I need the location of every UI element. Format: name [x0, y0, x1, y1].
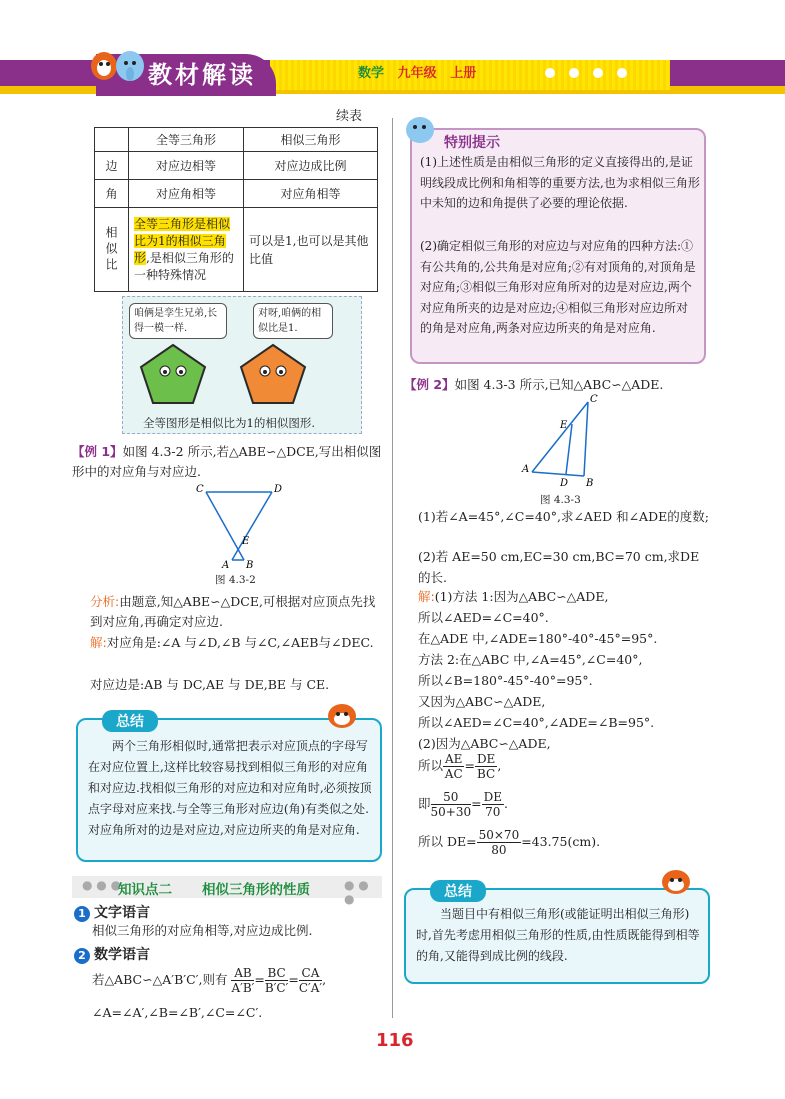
table-header-congruent: 全等三角形 — [129, 128, 244, 152]
math-language-formula: 若△ABC∽△A′B′C′,则有 $\frac{AB}{A'B'}$ = $\frac{BC}{B'C'}$ = $\frac{CA}{C'A'}$ , — [92, 966, 327, 995]
twin-pentagons-icon — [133, 341, 353, 413]
example1-question: 【例 1】如图 4.3-2 所示,若△ABE∽△DCE,写出相似图形中的对应角与对应边. — [72, 444, 382, 479]
math-language-angles: ∠A=∠A′,∠B=∠B′,∠C=∠C′. — [92, 1005, 263, 1020]
figure-caption: 图 4.3-2 — [215, 574, 256, 586]
special-tip-box — [410, 128, 706, 364]
summary-text: 两个三角形相似时,通常把表示对应顶点的字母写在对应位置上,这样比较容易找到相似三角形的对应角和对应边.找相似三角形的对应边和对应角时,必须按顶点字母对应来找.与全等三角形对应边(角)有类似之处.对应角所对的边是对应边,对应边所夹的角是对应角. — [88, 739, 372, 837]
svg-text:C: C — [590, 394, 598, 405]
summary-tag: 总结 — [430, 880, 486, 902]
example2-question: 【例 2】如图 4.3-3 所示,已知△ABC∽△ADE. — [404, 377, 664, 392]
column-divider — [392, 118, 393, 1018]
knowledge-point-bar: ● ● ● 知识点二 相似三角形的性质 ● ● ● — [72, 876, 382, 898]
header-subject: 数学 九年级 上册 — [358, 66, 477, 81]
tip-paragraph-1: (1)上述性质是由相似三角形的定义直接得出的,是证明线段成比例和角相等的重要方法,也为求相似三角形中未知的边和角提供了必要的理论依据. — [420, 155, 700, 210]
table-caption: 续表 — [336, 109, 363, 124]
comparison-table — [94, 127, 378, 292]
section-math-language: 2 数学语言 — [74, 944, 150, 964]
mascot-icon — [86, 38, 146, 88]
table-cell: 可以是1,也可以是其他比值 — [244, 208, 378, 292]
example2-solution: 解:(1)方法 1:因为△ABC∽△ADE, 所以∠AED=∠C=40°. 在△ADE 中,∠ADE=180°-40°-45°=95°. 方法 2:在△ABC 中,∠A=45°,∠C=40°, 所以∠B=180°-45°-40°=95°. 又因为△ABC∽△ADE, 所以∠AED=∠C=40°,∠ADE=∠B=95°. (2)因为△ABC∽△ADE, — [418, 589, 658, 751]
table-header-empty — [95, 128, 129, 152]
example1-solution: 解:对应角是:∠A 与∠D,∠B 与∠C,∠AEB与∠DEC. — [90, 635, 374, 650]
example2-proportion: 所以 $\frac{AE}{AC}$ = $\frac{DE}{BC}$ , — [418, 752, 502, 781]
elephant-mascot-icon — [402, 112, 438, 146]
svg-text:E: E — [560, 420, 568, 431]
svg-text:B: B — [246, 560, 254, 571]
summary-tag: 总结 — [102, 710, 158, 732]
tip-paragraph-2: (2)确定相似三角形的对应边与对应角的四种方法:①有公共角的,公共角是对应角;②有对顶角的,对顶角是对应角;③相似三角形对应角所对的边是对应边,两个对应角所夹的边是对应边;④相似三角形对应边所对的角是对应角,两条对应边所夹的角是对应角. — [420, 239, 696, 335]
speech-bubble-right: 对呀,咱俩的相似比是1. — [253, 303, 333, 339]
svg-text:A: A — [222, 560, 230, 571]
header-dots — [545, 66, 641, 81]
fox-mascot-icon — [320, 696, 364, 730]
svg-text:A: A — [522, 464, 530, 475]
cartoon-caption: 全等图形是相似比为1的相似图形. — [143, 416, 315, 430]
example2-q1: (1)若∠A=45°,∠C=40°,求∠AED 和∠ADE的度数; — [418, 509, 709, 524]
tip-title: 特别提示 — [444, 135, 500, 151]
example2-q2: (2)若 AE=50 cm,EC=30 cm,BC=70 cm,求DE 的长. — [418, 549, 700, 585]
fox-mascot-icon — [654, 862, 698, 896]
page-header — [0, 0, 785, 98]
summary-box-2 — [404, 884, 710, 984]
section-text-language: 1 文字语言 — [74, 902, 150, 922]
example1-solution-edges: 对应边是:AB 与 DC,AE 与 DE,BE 与 CE. — [90, 677, 330, 692]
example2-result: 所以 DE= $\frac{50\times 70}{80}$ =43.75(cm). — [418, 828, 601, 857]
cartoon-panel — [122, 296, 362, 434]
figure-4-3-2 — [196, 484, 286, 572]
table-cell: 对应角相等 — [244, 180, 378, 208]
table-header-similar: 相似三角形 — [244, 128, 378, 152]
header-title: 教材解读 — [96, 54, 276, 96]
speech-bubble-left: 咱俩是孪生兄弟,长得一模一样. — [129, 303, 227, 339]
table-cell-congruent-ratio: 全等三角形是相似 比为1的相似三角 形,是相似三角形的一种特殊情况 — [129, 208, 244, 292]
svg-text:E: E — [242, 536, 250, 547]
example2-substitution: 即 $\frac{50}{50+30}$ = $\frac{DE}{70}$ . — [418, 790, 508, 819]
table-cell: 对应边相等 — [129, 152, 244, 180]
summary-text: 当题目中有相似三角形(或能证明出相似三角形)时,首先考虑用相似三角形的性质,由性质既能得到相等的角,又能得到成比例的线段. — [416, 907, 700, 963]
number-badge: 2 — [74, 948, 90, 964]
summary-box-1 — [76, 714, 382, 862]
page-number: 116 — [376, 1030, 414, 1051]
table-row-label: 边 — [95, 152, 129, 180]
table-cell: 对应边成比例 — [244, 152, 378, 180]
table-row-label: 相似比 — [95, 208, 129, 292]
figure-caption: 图 4.3-3 — [540, 494, 581, 506]
svg-text:D: D — [274, 484, 283, 495]
svg-text:D: D — [560, 478, 569, 489]
figure-4-3-3 — [520, 392, 610, 492]
number-badge: 1 — [74, 906, 90, 922]
svg-text:B: B — [586, 478, 594, 489]
table-cell: 对应角相等 — [129, 180, 244, 208]
text-language-content: 相似三角形的对应角相等,对应边成比例. — [92, 923, 313, 938]
example1-analysis: 分析:由题意,知△ABE∽△DCE,可根据对应顶点先找到对应角,再确定对应边. — [90, 594, 376, 629]
svg-text:C: C — [196, 484, 204, 495]
table-row-label: 角 — [95, 180, 129, 208]
